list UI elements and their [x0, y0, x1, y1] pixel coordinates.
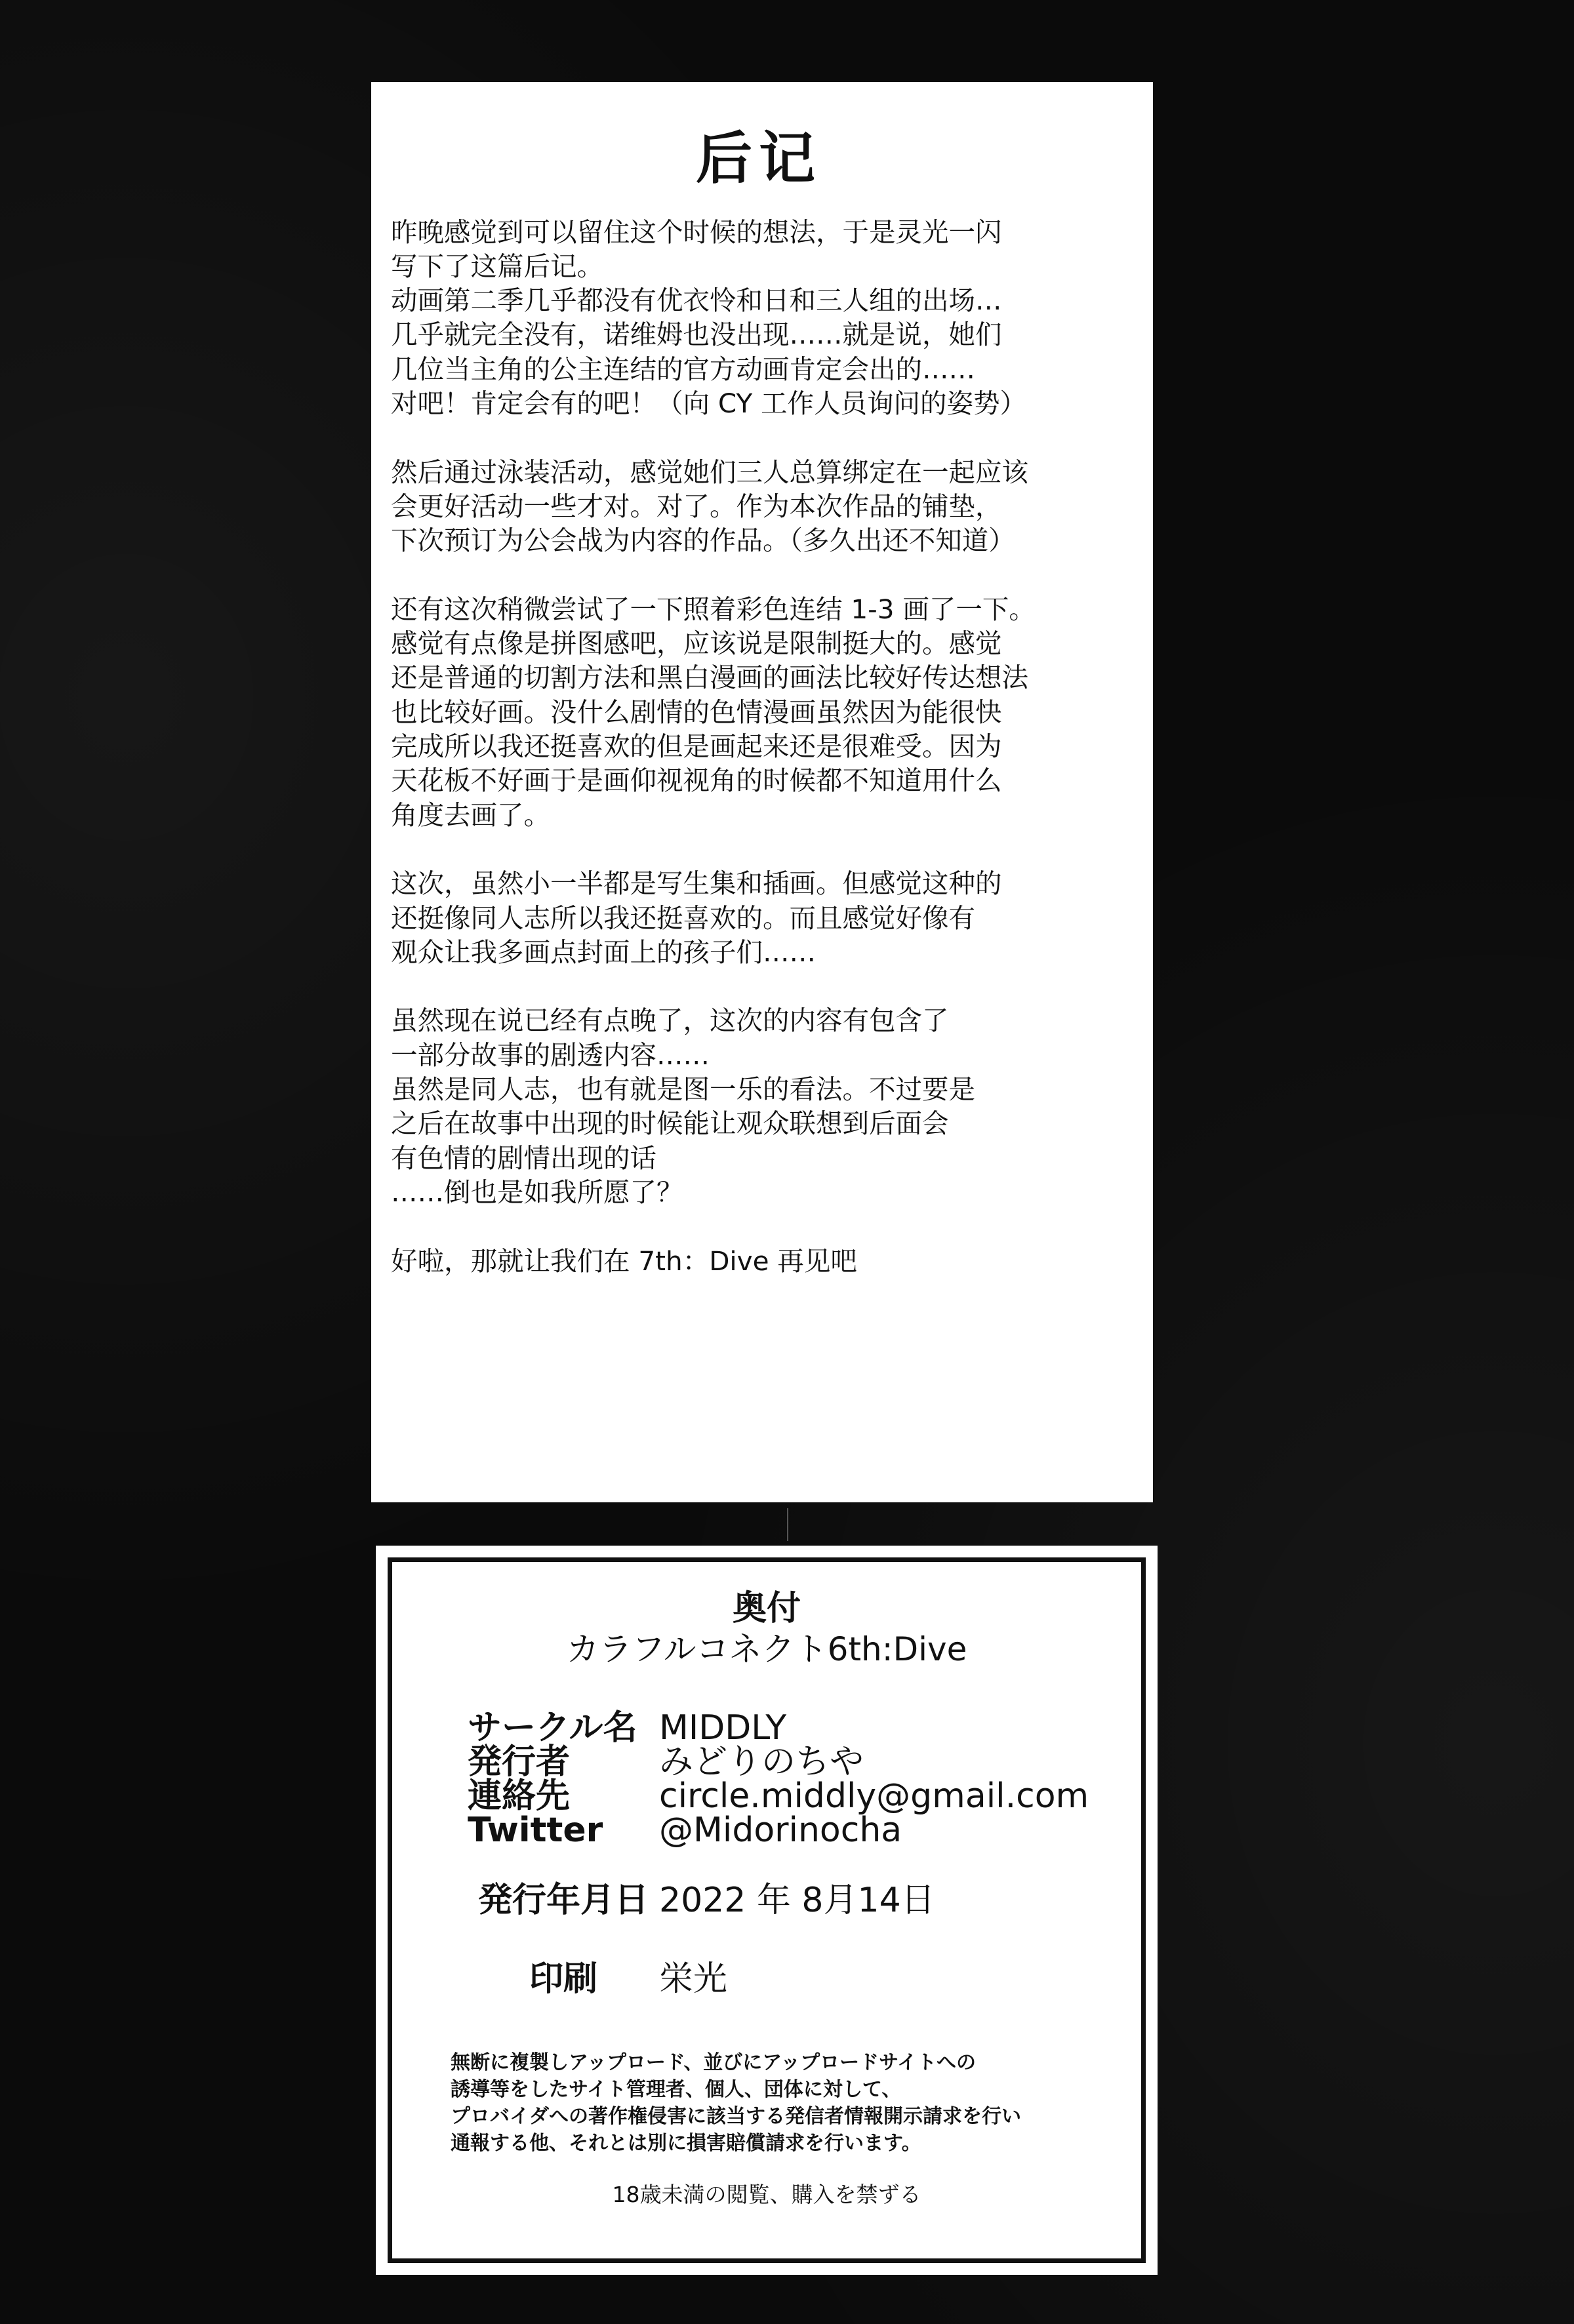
- paragraph-gap: [391, 1209, 1127, 1243]
- gutter-mark: [787, 1508, 788, 1541]
- afterword-body: [391, 215, 1127, 1278]
- afterword-line: 好啦，那就让我们在 7th：Dive 再见吧: [391, 1245, 857, 1277]
- book-title: カラフルコネクト6th:Dive: [566, 1630, 967, 1668]
- afterword-line: 几乎就完全没有，诺维姆也没出现……就是说，她们: [391, 319, 1002, 351]
- afterword-line: 还有这次稍微尝试了一下照着彩色连结 1-3 画了一下。: [391, 593, 1036, 625]
- afterword-line: 会更好活动一些才对。对了。作为本次作品的铺垫，: [391, 490, 1002, 522]
- afterword-line: 天花板不好画于是画仰视视角的时候都不知道用什么: [391, 765, 1002, 797]
- notice-line: 無断に複製しアップロード、並びにアップロードサイトへの: [451, 2051, 976, 2074]
- afterword-line: 有色情的剧情出现的话: [391, 1142, 656, 1174]
- twitter-row: [468, 1811, 1089, 1850]
- afterword-title: 后记: [696, 126, 822, 191]
- paragraph-gap: [391, 558, 1127, 592]
- afterword-line: 角度去画了。: [391, 799, 550, 831]
- circle-value: MIDDLY: [659, 1708, 787, 1748]
- twitter-label: Twitter: [468, 1811, 603, 1850]
- notice-line: プロバイダへの著作権侵害に該当する発信者情報開示請求を行い: [451, 2105, 1021, 2128]
- afterword-line: 感觉有点像是拼图感吧，应该说是限制挺大的。感觉: [391, 628, 1002, 660]
- afterword-line: 几位当主角的公主连结的官方动画肯定会出的……: [391, 353, 975, 385]
- afterword-line: 对吧！肯定会有的吧！（向 CY 工作人员询问的姿势）: [391, 388, 1027, 420]
- afterword-line: 观众让我多画点封面上的孩子们……: [391, 936, 816, 968]
- print-row: [468, 1951, 727, 2000]
- twitter-value: @Midorinocha: [659, 1811, 902, 1850]
- paragraph-gap: [391, 832, 1127, 866]
- colophon-heading: 奥付: [732, 1589, 801, 1628]
- afterword-line: 虽然是同人志，也有就是图一乐的看法。不过要是: [391, 1073, 975, 1106]
- print-value: 栄光: [659, 1959, 728, 1999]
- afterword-line: 也比较好画。没什么剧情的色情漫画虽然因为能很快: [391, 696, 1002, 728]
- afterword-line: 昨晚感觉到可以留住这个时候的想法，于是灵光一闪: [391, 216, 1002, 248]
- afterword-line: 动画第二季几乎都没有优衣怜和日和三人组的出场…: [391, 285, 1002, 317]
- date-value: 2022 年 8月14日: [659, 1881, 935, 1920]
- contact-label: 連絡先: [468, 1776, 571, 1816]
- circle-row: [468, 1708, 1089, 1748]
- afterword-line: 一部分故事的剧透内容……: [391, 1039, 710, 1071]
- colophon-content: [402, 1572, 1131, 2249]
- copyright-notice: [451, 2049, 1021, 2157]
- afterword-line: 这次，虽然小一半都是写生集和插画。但感觉这种的: [391, 868, 1002, 900]
- afterword-line: 还挺像同人志所以我还挺喜欢的。而且感觉好像有: [391, 902, 975, 934]
- publisher-row: [468, 1742, 1089, 1782]
- notice-line: 誘導等をしたサイト管理者、個人、団体に対して、: [451, 2078, 902, 2101]
- print-label: 印刷: [529, 1959, 597, 1999]
- circle-label: サークル名: [468, 1708, 637, 1748]
- afterword-line: ……倒也是如我所愿了？: [391, 1176, 683, 1208]
- afterword-line: 写下了这篇后记。: [391, 250, 603, 282]
- afterword-panel: [371, 82, 1153, 1502]
- paragraph-gap: [391, 420, 1127, 454]
- publisher-label: 発行者: [468, 1742, 571, 1782]
- contact-row: [468, 1776, 1089, 1816]
- notice-line: 通報する他、それとは別に損害賠償請求を行います。: [451, 2132, 921, 2155]
- date-label: 発行年月日: [477, 1881, 649, 1920]
- age-restriction-notice: 18歳未満の閲覧、購入を禁ずる: [612, 2182, 921, 2207]
- publisher-value: みどりのちや: [659, 1742, 864, 1782]
- afterword-line: 虽然现在说已经有点晚了，这次的内容有包含了: [391, 1005, 949, 1037]
- info-table: [468, 1708, 1089, 1850]
- paragraph-gap: [391, 969, 1127, 1003]
- contact-value: circle.middly@gmail.com: [659, 1776, 1089, 1816]
- afterword-line: 下次预订为公会战为内容的作品。（多久出还不知道）: [391, 525, 1015, 557]
- afterword-line: 完成所以我还挺喜欢的但是画起来还是很难受。因为: [391, 731, 1002, 763]
- date-row: [468, 1872, 935, 1921]
- afterword-line: 之后在故事中出现的时候能让观众联想到后面会: [391, 1108, 949, 1140]
- colophon-panel: [376, 1546, 1158, 2275]
- afterword-line: 还是普通的切割方法和黑白漫画的画法比较好传达想法: [391, 662, 1028, 694]
- afterword-line: 然后通过泳装活动，感觉她们三人总算绑定在一起应该: [391, 456, 1028, 488]
